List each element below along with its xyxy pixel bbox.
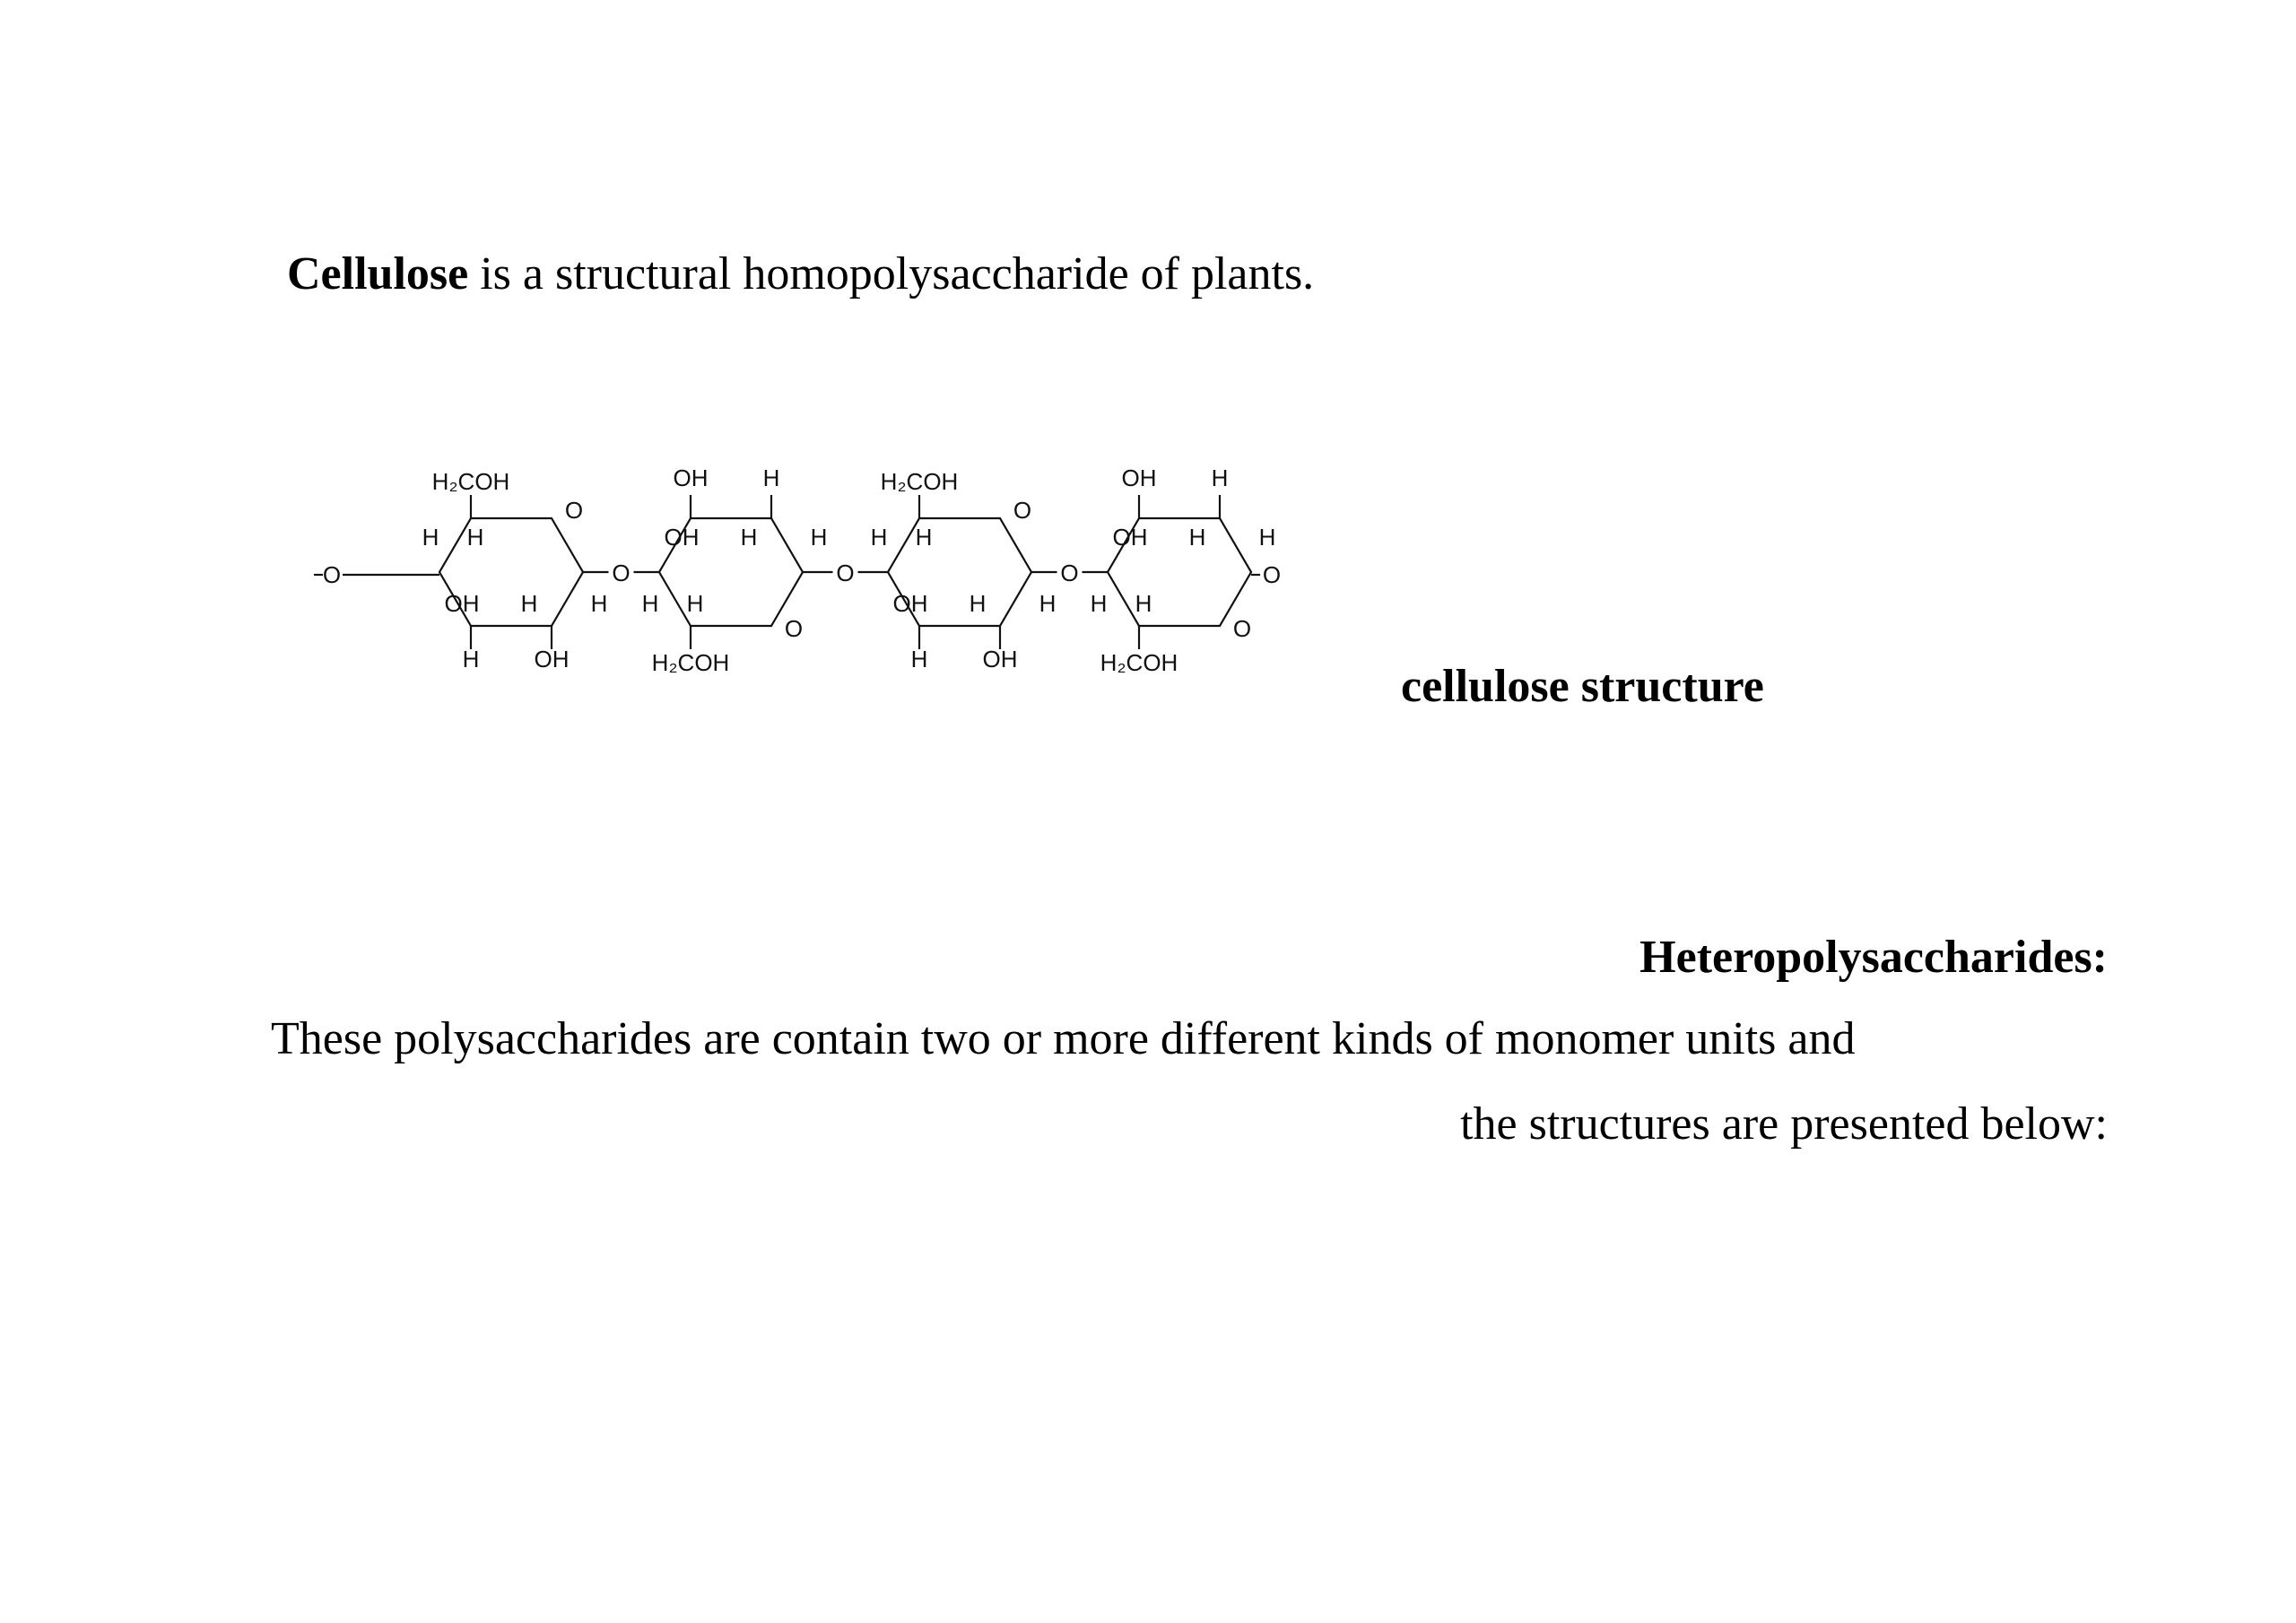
oh-label: OH bbox=[444, 590, 480, 617]
h-label: H bbox=[1039, 590, 1057, 617]
cellulose-structure-diagram bbox=[314, 462, 1283, 686]
ring-oxygen-label: O bbox=[784, 615, 804, 642]
glycosidic-oxygen: O bbox=[1060, 560, 1079, 586]
h-label: H bbox=[1258, 524, 1276, 551]
h-label: H bbox=[740, 524, 758, 551]
oh-label: OH bbox=[664, 524, 700, 551]
h-label: H bbox=[915, 524, 933, 551]
ring-oxygen-label: O bbox=[564, 497, 584, 524]
glycosidic-oxygen: O bbox=[836, 560, 855, 586]
h-label: H bbox=[686, 590, 704, 617]
glycosidic-oxygen: O bbox=[612, 560, 631, 586]
terminal-oxygen-right: O bbox=[1262, 561, 1282, 588]
terminal-oxygen-left: O bbox=[322, 561, 342, 588]
ch2oh-label: H₂COH bbox=[880, 468, 959, 495]
ring-oxygen-label: O bbox=[1013, 497, 1032, 524]
heteropolysaccharides-heading: Heteropolysaccharides: bbox=[1639, 932, 2108, 983]
ring-oxygen-label: O bbox=[1232, 615, 1252, 642]
intro-sentence bbox=[287, 248, 1315, 299]
cellulose-term: Cellulose bbox=[287, 248, 469, 299]
h-label: H bbox=[462, 646, 480, 673]
ch2oh-label: H₂COH bbox=[651, 649, 730, 676]
h-label: H bbox=[969, 590, 987, 617]
oh-label: OH bbox=[1121, 464, 1157, 491]
h-label: H bbox=[1188, 524, 1206, 551]
ch2oh-label: H₂COH bbox=[1100, 649, 1178, 676]
oh-label: OH bbox=[673, 464, 709, 491]
h-label: H bbox=[1211, 464, 1229, 491]
oh-label: OH bbox=[1112, 524, 1148, 551]
h-label: H bbox=[1090, 590, 1108, 617]
intro-rest: is a structural homopolysaccharide of plants. bbox=[468, 248, 1315, 299]
h-label: H bbox=[810, 524, 828, 551]
oh-label: OH bbox=[982, 646, 1018, 673]
h-label: H bbox=[762, 464, 780, 491]
h-label: H bbox=[1135, 590, 1152, 617]
h-label: H bbox=[870, 524, 888, 551]
oh-label: OH bbox=[534, 646, 570, 673]
h-label: H bbox=[422, 524, 439, 551]
cellulose-rings bbox=[314, 464, 1281, 676]
h-label: H bbox=[910, 646, 928, 673]
heteropolysaccharides-text-line1: These polysaccharides are contain two or more different kinds of monomer units and bbox=[271, 1013, 1856, 1064]
ch2oh-label: H₂COH bbox=[431, 468, 510, 495]
h-label: H bbox=[466, 524, 484, 551]
h-label: H bbox=[641, 590, 659, 617]
h-label: H bbox=[520, 590, 538, 617]
oh-label: OH bbox=[892, 590, 928, 617]
heteropolysaccharides-text-line2: the structures are presented below: bbox=[1460, 1098, 2108, 1150]
h-label: H bbox=[590, 590, 608, 617]
figure-caption: cellulose structure bbox=[1401, 661, 1764, 712]
